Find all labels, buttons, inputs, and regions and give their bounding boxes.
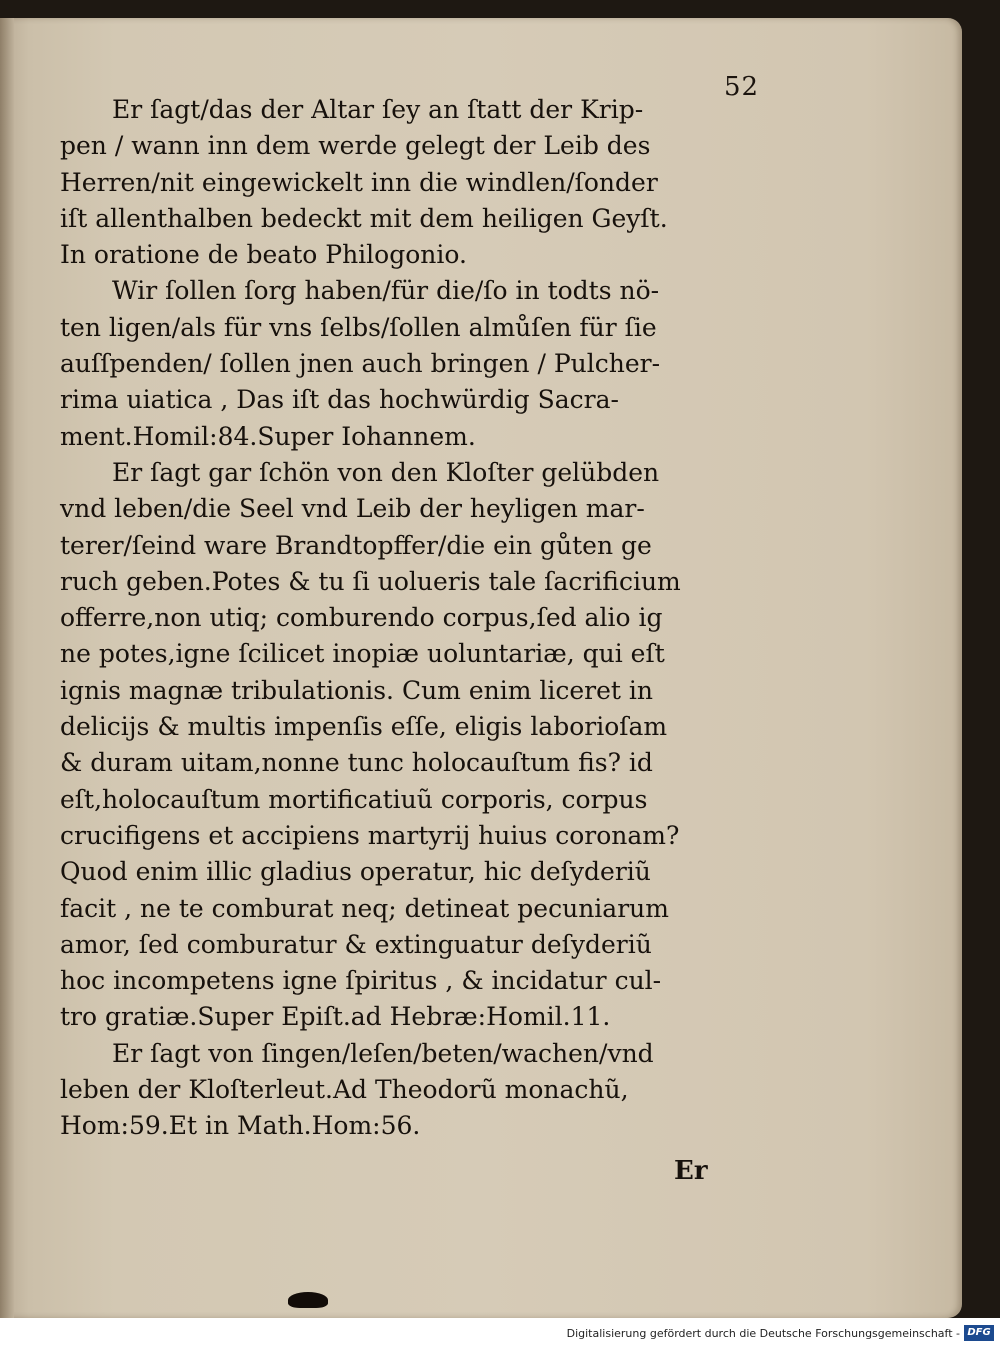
text-line: ten ligen/als für vns ſelbs/ſollen almůſen für ſie <box>60 312 657 342</box>
text-line: ne potes,igne ſcilicet inopiæ uoluntariæ, qui eſt <box>60 639 665 669</box>
text-line: terer/ſeind ware Brandtopffer/die ein gůten ge <box>60 530 652 560</box>
text-line: pen / wann inn dem werde gelegt der Leib des <box>60 131 651 161</box>
text-line: Hom:59.Et in Math.Hom:56. <box>60 1111 421 1141</box>
text-line: rima uiatica , Das iſt das hochwürdig Sacra- <box>60 385 619 415</box>
text-line: facit , ne te comburat neq; detineat pecuniarum <box>60 893 669 923</box>
text-line: Er ſagt von ſingen/leſen/beten/wachen/vnd <box>112 1038 654 1068</box>
ink-blot <box>288 1292 328 1308</box>
text-line: eſt,holocauſtum mortificatiuũ corporis, corpus <box>60 784 648 814</box>
text-line: In oratione de beato Philogonio. <box>60 240 467 270</box>
text-line: auſſpenden/ ſollen jnen auch bringen / Pulcher- <box>60 349 661 379</box>
page-gutter <box>0 18 14 1318</box>
text-line: amor, ſed comburatur & extinguatur deſyderiũ <box>60 929 652 959</box>
page-number: 52 <box>724 72 760 102</box>
text-line: & duram uitam,nonne tunc holocauſtum fis? id <box>60 748 653 778</box>
text-line: Er ſagt gar ſchön von den Kloſter gelübden <box>112 457 660 487</box>
text-line: leben der Kloſterleut.Ad Theodorũ monachũ, <box>60 1075 629 1105</box>
text-line: Herren/nit eingewickelt inn die windlen/ſonder <box>60 167 658 197</box>
text-line: crucifigens et accipiens martyrij huius coronam? <box>60 820 680 850</box>
text-line: iſt allenthalben bedeckt mit dem heiligen Geyſt. <box>60 203 668 233</box>
text-line: vnd leben/die Seel vnd Leib der heyligen mar- <box>60 494 645 524</box>
text-line: ment.Homil:84.Super Iohannem. <box>60 421 476 451</box>
page-text <box>60 92 750 1145</box>
text-line: Wir ſollen ſorg haben/für die/ſo in todts nö- <box>112 276 660 306</box>
catchword: Er <box>674 1156 708 1186</box>
text-line: delicijs & multis impenſis eſſe, eligis laborioſam <box>60 712 668 742</box>
text-line: hoc incompetens igne ſpiritus , & incidatur cul- <box>60 966 662 996</box>
digitization-credit: Digitalisierung gefördert durch die Deutsche Forschungsgemeinschaft - <box>566 1327 960 1340</box>
text-line: tro gratiæ.Super Epiſt.ad Hebræ:Homil.11. <box>60 1002 611 1032</box>
text-line: Er ſagt/das der Altar ſey an ſtatt der Krip- <box>112 95 644 124</box>
text-line: offerre,non utiq; comburendo corpus,ſed alio ig <box>60 603 663 633</box>
text-line: Quod enim illic gladius operatur, hic deſyderiũ <box>60 857 651 887</box>
text-line: ruch geben.Potes & tu ſi uolueris tale ſacrificium <box>60 566 681 596</box>
text-line: ignis magnæ tribulationis. Cum enim liceret in <box>60 675 653 705</box>
dfg-logo[interactable]: DFG <box>964 1325 994 1341</box>
